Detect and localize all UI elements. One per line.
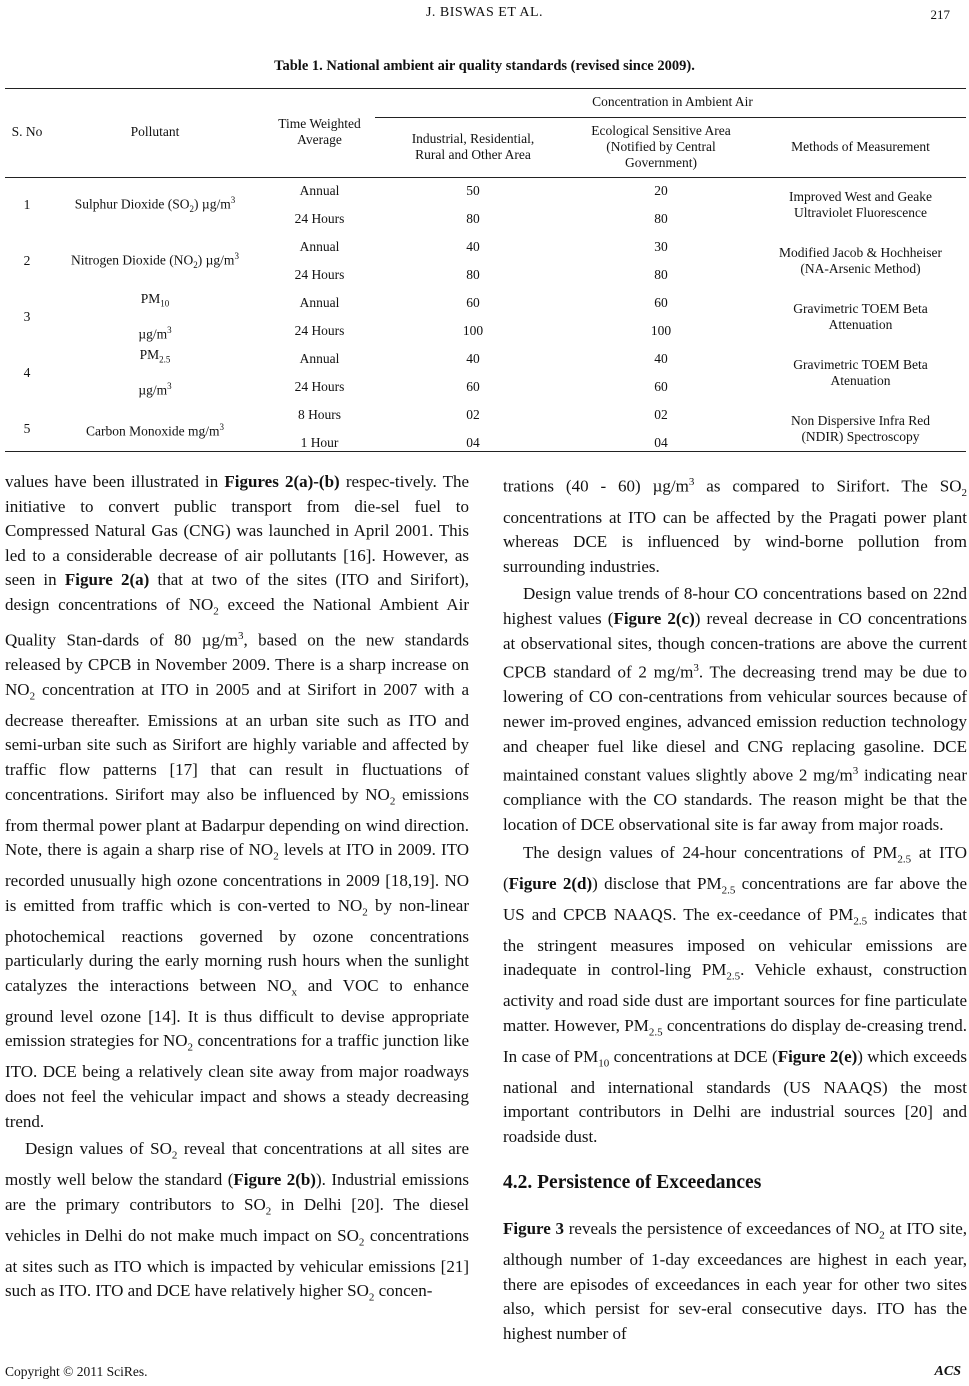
table-row bbox=[3, 345, 965, 373]
cell-sno: 4 bbox=[23, 365, 31, 380]
pollutant-unit: ) µg/m bbox=[194, 196, 231, 212]
pollutant-sub: 2.5 bbox=[159, 355, 171, 366]
unit-text: µg/m bbox=[138, 326, 168, 342]
subscript: 2.5 bbox=[648, 1026, 663, 1039]
pollutant-name: Carbon Monoxide mg/m bbox=[86, 423, 220, 439]
section-heading: 4.2. Persistence of Exceedances bbox=[503, 1171, 762, 1193]
subscript: 2 bbox=[273, 850, 279, 863]
unit-sup: 3 bbox=[219, 421, 224, 432]
method-line: Attenuation bbox=[828, 317, 893, 332]
header-sno: S. No bbox=[11, 123, 43, 139]
text-run: , based on the new standards released by CPCB in November 2009. There is a sharp increase on NO bbox=[5, 630, 469, 699]
pollutant-name bbox=[53, 347, 257, 368]
text-run: . Vehicle exhaust, construction activity and road side dust are important sources for fine particulate matter. However, PM bbox=[503, 960, 968, 1035]
subscript: 2 bbox=[358, 1236, 365, 1249]
subscript: 2 bbox=[265, 1205, 272, 1218]
subscript: 2.5 bbox=[853, 915, 868, 928]
page-number: 217 bbox=[930, 7, 950, 22]
method-line: (NDIR) Spectroscopy bbox=[801, 429, 920, 444]
header-concentration-group: Concentration in Ambient Air bbox=[592, 93, 753, 109]
text-run: that at two of the sites (ITO and Sirifort), design concentrations of NO bbox=[5, 570, 470, 614]
header-ecological: Ecological Sensitive Area (Notified by Central Government) bbox=[591, 123, 731, 170]
text-run: concentrations for a traffic junction like ITO. DCE being a relatively clean site away from major roadways does not feel the vehicular impact and shows a steady decreasing trend. bbox=[5, 1031, 469, 1131]
cell-ecological: 80 bbox=[654, 267, 668, 282]
body-paragraph bbox=[5, 1137, 469, 1310]
text-run: at ITO site, although number of 1-day exceedances are highest in each year, there are episodes of exceedances in each year for other two sites also, which persist for sev-eral consecutive days. ITO has the highest number of bbox=[503, 1219, 967, 1343]
subscript: 2 bbox=[368, 1291, 375, 1304]
cell-industrial: 40 bbox=[466, 351, 480, 366]
table-body bbox=[3, 177, 965, 457]
text-run: indicating near compliance with the CO standards. The reason might be that the location of DCE observational site is far away from major roads. bbox=[503, 765, 967, 835]
text-run: The design values of 24-hour concentrations of PM bbox=[523, 842, 898, 862]
text-run: ) which exceeds national and international standards (US NAAQS) the most important contributors in Delhi are industrial sources [20] and roadside dust. bbox=[503, 1046, 967, 1146]
text-run: Design values of SO bbox=[25, 1139, 172, 1159]
cell-ecological: 30 bbox=[654, 239, 668, 254]
text-run: ) reveal decrease in CO concentrations at observational sites, though concen-trations are above the current CPCB standard of 2 mg/m bbox=[503, 609, 968, 682]
table-row bbox=[3, 401, 965, 429]
cell-time: 24 Hours bbox=[294, 267, 345, 282]
cell-pollutant bbox=[51, 289, 259, 345]
unit-sup: 3 bbox=[167, 325, 172, 336]
cell-time: 24 Hours bbox=[294, 323, 345, 338]
text-run: by non-linear photochemical reactions governed by ozone concentrations particularly during the early morning rush hours when the sunlight catalyzes the interactions between NO bbox=[5, 895, 469, 995]
figure-reference: Figures 2(a)-(b) bbox=[224, 472, 340, 491]
cell-ecological: 60 bbox=[654, 295, 668, 310]
cell-industrial: 80 bbox=[466, 267, 480, 282]
cell-method bbox=[756, 289, 965, 345]
header-industrial: Industrial, Residential, Rural and Other Area bbox=[411, 131, 535, 162]
table-header-row bbox=[3, 86, 965, 117]
pollutant-name: Sulphur Dioxide (SO bbox=[74, 196, 190, 212]
pollutant-name bbox=[53, 291, 257, 312]
pollutant-main: PM bbox=[139, 347, 160, 363]
left-column bbox=[5, 470, 469, 1310]
pollutant-sub: 2 bbox=[193, 260, 198, 271]
cell-industrial: 80 bbox=[466, 211, 480, 226]
cell-industrial: 04 bbox=[466, 435, 480, 450]
method-line: Atenuation bbox=[830, 373, 891, 388]
cell-sno: 2 bbox=[23, 253, 31, 268]
body-paragraph bbox=[503, 1217, 967, 1346]
subscript: 2 bbox=[961, 487, 968, 500]
superscript: 3 bbox=[852, 765, 859, 778]
text-run: concentrations are far above the US and CPCB NAAQS. The ex-ceedance of PM bbox=[503, 873, 968, 924]
method-line: Ultraviolet Fluorescence bbox=[793, 205, 928, 220]
cell-time: Annual bbox=[299, 295, 340, 310]
text-run: at ITO ( bbox=[503, 842, 967, 893]
text-run: reveal that concentrations at all sites are mostly well below the standard ( bbox=[5, 1139, 469, 1190]
figure-reference: Figure 3 bbox=[503, 1219, 565, 1239]
right-column bbox=[503, 470, 967, 1347]
cell-industrial: 60 bbox=[466, 379, 480, 394]
text-run: indicates that the stringent measures imposed on vehicular emissions are inadequate in control-ling PM bbox=[503, 904, 967, 980]
cell-time: Annual bbox=[299, 183, 340, 198]
text-run: ). Industrial emissions are the primary contributors to SO bbox=[5, 1170, 469, 1214]
table-row bbox=[3, 233, 965, 261]
pollutant-main: PM bbox=[140, 291, 161, 307]
cell-sno: 3 bbox=[23, 309, 31, 324]
cell-time: Annual bbox=[299, 351, 340, 366]
method-line: Non Dispersive Infra Red bbox=[790, 413, 931, 428]
method-line: Gravimetric TOEM Beta bbox=[793, 357, 928, 372]
pollutant-sub: 2 bbox=[189, 204, 195, 215]
text-run: concen- bbox=[374, 1281, 433, 1301]
cell-ecological: 02 bbox=[654, 407, 668, 422]
cell-pollutant bbox=[51, 233, 259, 289]
subscript: 2.5 bbox=[897, 853, 912, 866]
text-run: concentrations do display de-creasing trend. In case of PM bbox=[503, 1015, 967, 1066]
pollutant-name: Nitrogen Dioxide (NO bbox=[71, 252, 194, 268]
subscript: 2.5 bbox=[726, 970, 741, 983]
method-line: Improved West and Geake bbox=[789, 189, 932, 204]
cell-method bbox=[756, 233, 965, 289]
cell-pollutant bbox=[51, 177, 259, 233]
subscript: 2 bbox=[171, 1149, 178, 1162]
unit-text: µg/m bbox=[138, 382, 168, 398]
text-run: in Delhi [20]. The diesel vehicles in Delhi do not make much impact on SO bbox=[5, 1194, 469, 1245]
cell-method bbox=[756, 177, 965, 233]
cell-method bbox=[756, 345, 965, 401]
text-run: values have been illustrated in bbox=[5, 472, 225, 491]
cell-industrial: 02 bbox=[466, 407, 480, 422]
unit-sup: 3 bbox=[230, 195, 236, 206]
cell-ecological: 100 bbox=[650, 323, 672, 338]
text-run: concentration at ITO in 2005 and at Sirifort in 2007 with a decrease thereafter. Emissions at an urban site such as ITO and semi-urban site such as Sirifort are highly variable and affected by traffic flow patterns [17] that can result in fluctuations of concentrations. Sirifort may also be influenced by NO bbox=[5, 679, 469, 804]
unit-sup: 3 bbox=[167, 381, 172, 392]
text-run: concentrations at ITO can be affected by the Pragati power plant whereas DCE is influenced by wind-borne pollution from surrounding industries. bbox=[503, 507, 967, 576]
text-run: reveals the persistence of exceedances of NO bbox=[564, 1219, 880, 1239]
text-run: levels at ITO in 2009. ITO recorded unusually high ozone concentrations in 2009 [18,19]. NO is emitted from traffic which is con-verted to NO bbox=[5, 840, 469, 915]
pollutant-sub: 10 bbox=[160, 299, 170, 310]
pollutant-unit: ) µg/m bbox=[197, 252, 235, 268]
subscript: 2 bbox=[879, 1229, 885, 1242]
body-paragraph bbox=[503, 841, 967, 1150]
cell-sno: 5 bbox=[23, 421, 31, 436]
text-run: ) disclose that PM bbox=[592, 873, 722, 893]
text-run: concentrations at sites such as ITO which is impacted by vehicular emissions [21] such as ITO. ITO and DCE have relatively higher SO bbox=[5, 1225, 469, 1301]
body-paragraph bbox=[5, 470, 469, 1134]
text-run: as compared to Sirifort. The SO bbox=[694, 476, 962, 496]
cell-method bbox=[756, 401, 965, 457]
cell-industrial: 60 bbox=[466, 295, 480, 310]
cell-ecological: 20 bbox=[654, 183, 668, 198]
text-run: Design value trends of 8-hour CO concentrations based on 22nd highest values ( bbox=[503, 584, 967, 629]
header-methods: Methods of Measurement bbox=[791, 139, 930, 154]
body-paragraph bbox=[503, 582, 967, 837]
body-paragraph bbox=[503, 470, 967, 579]
cell-ecological: 40 bbox=[654, 351, 668, 366]
cell-ecological: 80 bbox=[654, 211, 668, 226]
cell-industrial: 50 bbox=[466, 183, 480, 198]
superscript: 3 bbox=[688, 476, 695, 488]
pollutant-unit bbox=[53, 322, 257, 343]
subscript: 2 bbox=[213, 605, 219, 618]
superscript: 3 bbox=[693, 662, 699, 675]
subscript: 2 bbox=[362, 906, 368, 919]
cell-time: 1 Hour bbox=[300, 435, 339, 450]
cell-time: 8 Hours bbox=[297, 407, 342, 422]
cell-time: 24 Hours bbox=[294, 379, 345, 394]
cell-pollutant bbox=[51, 345, 259, 401]
figure-reference: Figure 2(c) bbox=[613, 609, 695, 629]
method-line: Modified Jacob & Hochheiser bbox=[778, 245, 943, 260]
method-line: (NA-Arsenic Method) bbox=[800, 261, 921, 276]
cell-industrial: 40 bbox=[466, 239, 480, 254]
superscript: 3 bbox=[237, 629, 244, 642]
subscript: 2.5 bbox=[721, 884, 736, 897]
method-line: Gravimetric TOEM Beta bbox=[793, 301, 928, 316]
cell-pollutant bbox=[51, 401, 259, 457]
text-run: trations (40 - 60) µg/m bbox=[503, 476, 689, 496]
table-row bbox=[3, 289, 965, 317]
text-run: . The decreasing trend may be due to lowering of CO con-centrations from vehicular sources because of newer im-proved engines, advanced emission reduction technology and cheaper fuel like diesel and CNG replacing gasoline. DCE maintained constant values slightly above 2 mg/m bbox=[503, 662, 967, 785]
text-run: concentrations at DCE ( bbox=[609, 1046, 778, 1066]
figure-reference: Figure 2(b) bbox=[233, 1170, 316, 1190]
cell-time: Annual bbox=[299, 239, 340, 254]
header-pollutant: Pollutant bbox=[130, 123, 180, 139]
pollutant-unit bbox=[53, 378, 257, 399]
air-quality-table bbox=[3, 86, 965, 457]
text-run: and VOC to enhance ground level ozone [14]. It is thus difficult to devise appropriate emission strategies for NO bbox=[5, 975, 469, 1051]
unit-sup: 3 bbox=[234, 251, 239, 262]
header-time-weighted: Time Weighted Average bbox=[278, 115, 361, 147]
footer-journal: ACS bbox=[934, 1364, 961, 1379]
subscript: 10 bbox=[598, 1057, 610, 1070]
subscript: 2 bbox=[187, 1041, 194, 1054]
subscript: 2 bbox=[389, 794, 396, 807]
table-caption: Table 1. National ambient air quality standards (revised since 2009). bbox=[274, 58, 695, 74]
text-run: emissions from thermal power plant at Badarpur depending on wind direction. Note, there is again a sharp rise of NO bbox=[5, 784, 470, 860]
table-row bbox=[3, 177, 965, 205]
cell-ecological: 04 bbox=[654, 435, 668, 450]
subscript: 2 bbox=[29, 690, 36, 703]
text-run: exceed the National Ambient Air Quality Stan-dards of 80 µg/m bbox=[5, 594, 469, 650]
subscript: x bbox=[291, 986, 297, 999]
figure-reference: Figure 2(e) bbox=[777, 1046, 858, 1066]
cell-time: 24 Hours bbox=[294, 211, 345, 226]
footer-copyright: Copyright © 2011 SciRes. bbox=[5, 1364, 148, 1379]
cell-industrial: 100 bbox=[462, 323, 484, 338]
figure-reference: Figure 2(a) bbox=[64, 570, 150, 590]
figure-reference: Figure 2(d) bbox=[508, 873, 593, 893]
text-run: respec-tively. The initiative to convert public transport from die-sel fuel to Compressed Natural Gas (CNG) was launched in April 2001. This led to a considerable decrease of air pollutants [16]. However, as seen in bbox=[5, 472, 469, 590]
header-authors: J. BISWAS ET AL. bbox=[425, 5, 544, 20]
cell-sno: 1 bbox=[23, 197, 31, 212]
cell-ecological: 60 bbox=[654, 379, 668, 394]
